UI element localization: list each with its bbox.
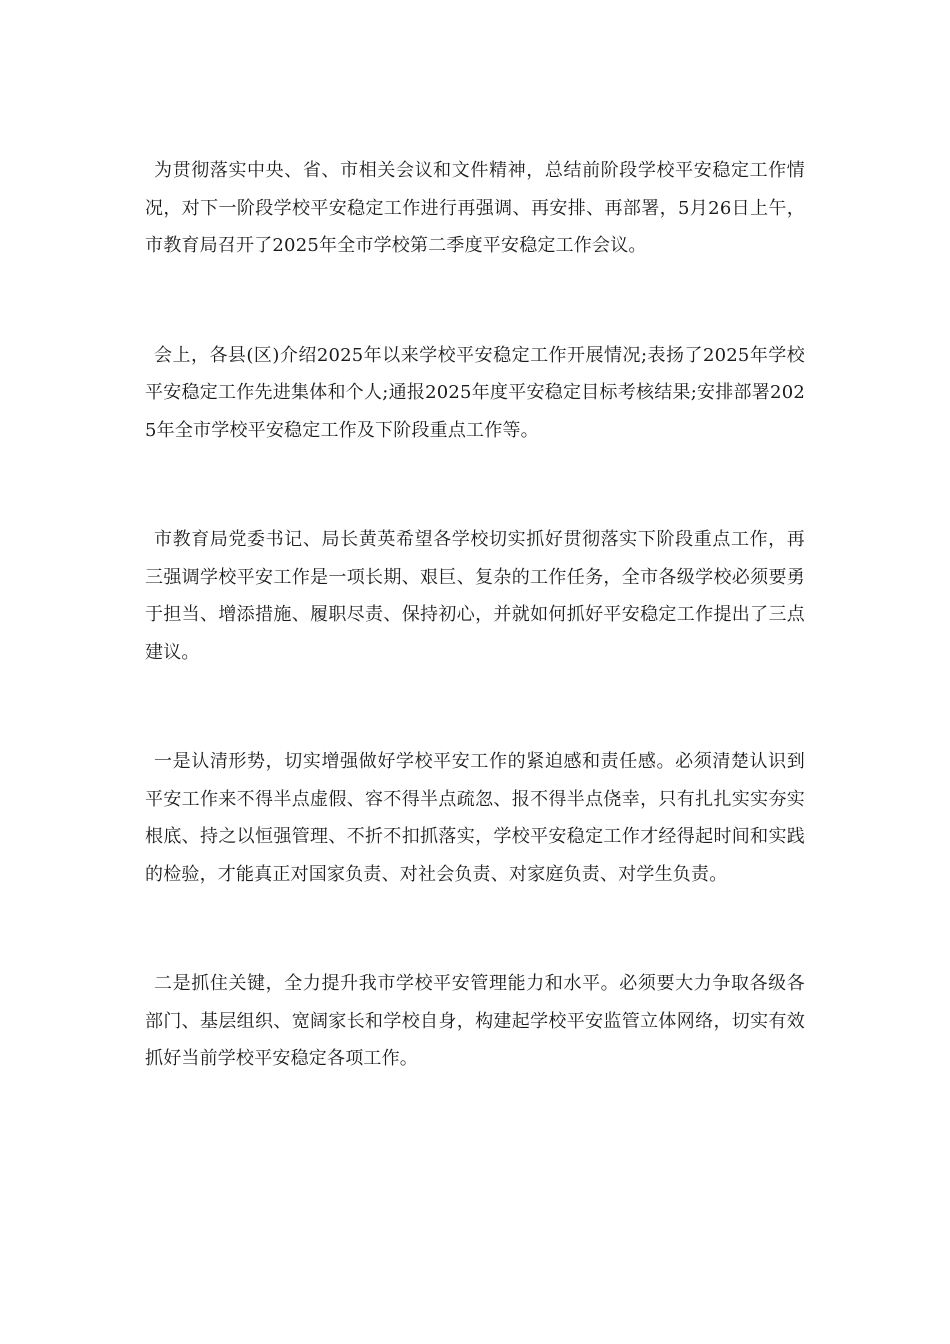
paragraph-3: 市教育局党委书记、局长黄英希望各学校切实抓好贯彻落实下阶段重点工作，再三强调学校平安工作是一项长期、艰巨、复杂的工作任务，全市各级学校必须要勇于担当、增添措施、履职尽责、保持初心，并就如何抓好平安稳定工作提出了三点建议。 xyxy=(145,529,805,663)
document-body xyxy=(145,152,805,1078)
paragraph-2: 会上，各县(区)介绍2025年以来学校平安稳定工作开展情况;表扬了2025年学校平安稳定工作先进集体和个人;通报2025年度平安稳定目标考核结果;安排部署2025年全市学校平安稳定工作及下阶段重点工作等。 xyxy=(145,344,805,441)
paragraph-1: 为贯彻落实中央、省、市相关会议和文件精神，总结前阶段学校平安稳定工作情况，对下一阶段学校平安稳定工作进行再强调、再安排、再部署，5月26日上午，市教育局召开了2025年全市学校第二季度平安稳定工作会议。 xyxy=(145,160,805,256)
paragraph-4: 一是认清形势，切实增强做好学校平安工作的紧迫感和责任感。必须清楚认识到平安工作来不得半点虚假、容不得半点疏忽、报不得半点侥幸，只有扎扎实实夯实根底、持之以恒强管理、不折不扣抓落实，学校平安稳定工作才经得起时间和实践的检验，才能真正对国家负责、对社会负责、对家庭负责、对学生负责。 xyxy=(145,751,805,885)
paragraph-5: 二是抓住关键，全力提升我市学校平安管理能力和水平。必须要大力争取各级各部门、基层组织、宽阔家长和学校自身，构建起学校平安监管立体网络，切实有效抓好当前学校平安稳定各项工作。 xyxy=(145,973,805,1069)
